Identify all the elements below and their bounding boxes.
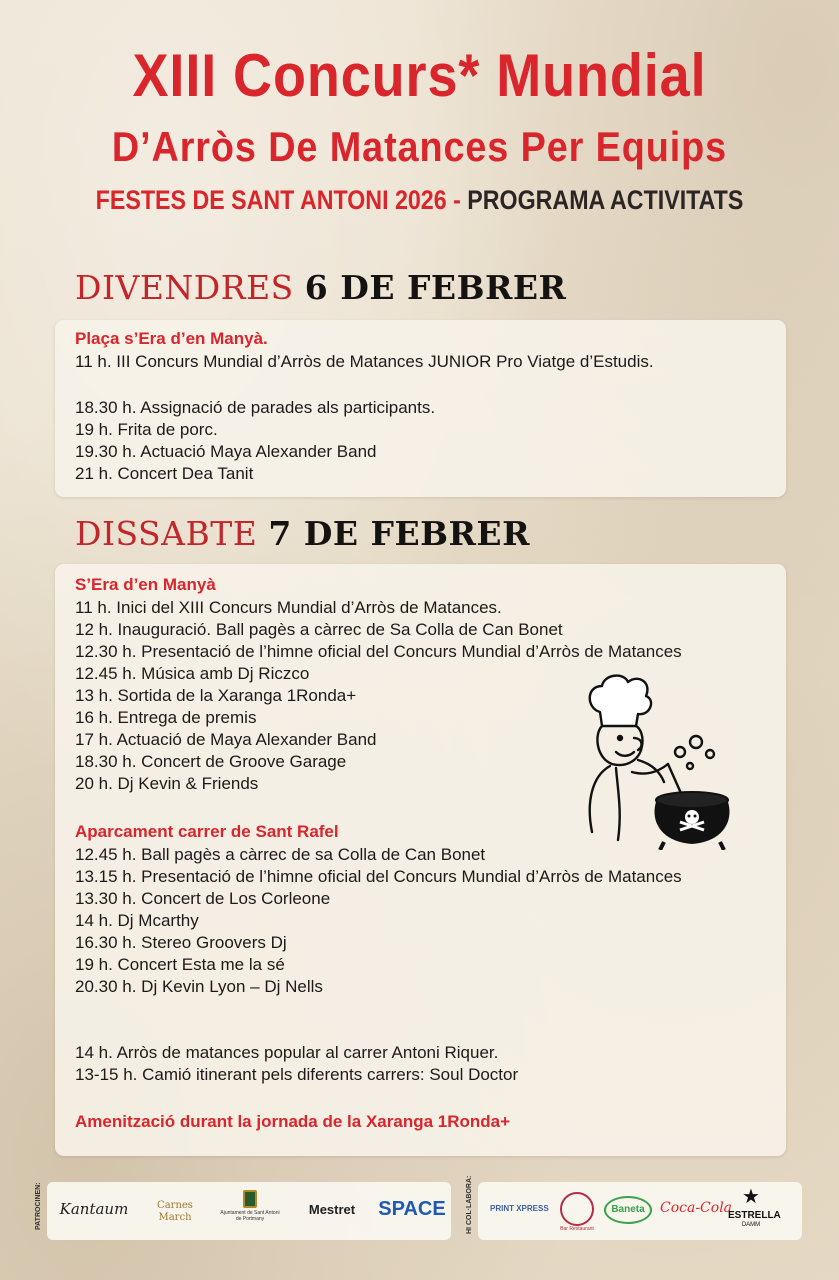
poster-subtitle bbox=[59, 184, 781, 216]
sponsors-box bbox=[35, 1182, 451, 1240]
day1-event: 19.30 h. Actuació Maya Alexander Band bbox=[75, 442, 377, 461]
collaborator-logo: ESTRELLA bbox=[728, 1210, 781, 1221]
day2-event: 16 h. Entrega de premis bbox=[75, 708, 257, 727]
day2-event: 12.45 h. Música amb Dj Riczco bbox=[75, 664, 310, 683]
day2-event: 18.30 h. Concert de Groove Garage bbox=[75, 752, 347, 771]
collaborator-logo: DAMM bbox=[741, 1222, 761, 1228]
day2-event: 20 h. Dj Kevin & Friends bbox=[75, 774, 259, 793]
collaborators-box bbox=[466, 1175, 802, 1240]
day1-heading bbox=[75, 270, 566, 306]
collaborator-logo: Bar Restaurant bbox=[560, 1226, 594, 1232]
collaborator-logo: Coca-Cola bbox=[660, 1200, 733, 1216]
sponsor-logo: Carnes March bbox=[157, 1200, 193, 1223]
collaborators-label: HI COL·LABORA: bbox=[466, 1175, 473, 1234]
day2-event: 13-15 h. Camió itinerant pels diferents carrers: Soul Doctor bbox=[75, 1065, 519, 1084]
restaurant-badge-icon bbox=[560, 1192, 594, 1226]
day1-event: 19 h. Frita de porc. bbox=[75, 420, 218, 439]
sponsor-logo: Mestret bbox=[308, 1202, 356, 1217]
poster-title-line2: D’Arròs De Matances Per Equips bbox=[111, 123, 728, 170]
day2-event: 12.30 h. Presentació de l’himne oficial del Concurs Mundial d’Arròs de Matances bbox=[75, 642, 682, 661]
day2-event: 16.30 h. Stereo Groovers Dj bbox=[75, 933, 287, 952]
day1-event: 21 h. Concert Dea Tanit bbox=[75, 464, 254, 483]
collaborator-logo: Baneta bbox=[604, 1196, 652, 1224]
day2-event: 17 h. Actuació de Maya Alexander Band bbox=[75, 730, 377, 749]
program-label: PROGRAMA ACTIVITATS bbox=[467, 185, 744, 215]
day2-event: 14 h. Arròs de matances popular al carrer Antoni Riquer. bbox=[75, 1043, 499, 1062]
star-icon: ★ bbox=[742, 1186, 760, 1208]
day2-event: 20.30 h. Dj Kevin Lyon – Dj Nells bbox=[75, 977, 323, 996]
day2-name: DISSABTE bbox=[75, 514, 258, 553]
day1-date: 6 DE FEBRER bbox=[304, 268, 567, 307]
sponsors-label: PATROCINEN: bbox=[35, 1182, 42, 1230]
day2-event: 14 h. Dj Mcarthy bbox=[75, 911, 199, 930]
municipal-crest-icon bbox=[243, 1190, 257, 1208]
day2-event: 19 h. Concert Esta me la sé bbox=[75, 955, 285, 974]
day2-event: 12 h. Inauguració. Ball pagès a càrrec de Sa Colla de Can Bonet bbox=[75, 620, 563, 639]
day2-event: 12.45 h. Ball pagès a càrrec de sa Colla de Can Bonet bbox=[75, 845, 486, 864]
day2-event: 13 h. Sortida de la Xaranga 1Ronda+ bbox=[75, 686, 357, 705]
day2-closing-note: Amenització durant la jornada de la Xaranga 1Ronda+ bbox=[75, 1112, 511, 1131]
collaborator-logo: PRINT XPRESS bbox=[490, 1204, 549, 1213]
day1-venue: Plaça s’Era d’en Manyà. bbox=[75, 329, 268, 348]
chef-cauldron-illustration bbox=[572, 672, 732, 850]
poster-title-line1: XIII Concurs* Mundial bbox=[132, 42, 707, 109]
day2-event: 13.15 h. Presentació de l’himne oficial del Concurs Mundial d’Arròs de Matances bbox=[75, 867, 682, 886]
day1-name: DIVENDRES bbox=[75, 268, 294, 307]
day2-date: 7 DE FEBRER bbox=[268, 514, 530, 553]
festival-name: FESTES DE SANT ANTONI 2026 - bbox=[95, 185, 461, 215]
sponsor-logo: Ajuntament de Sant Antoni de Portmany bbox=[220, 1210, 280, 1222]
day2-venue1: S’Era d’en Manyà bbox=[75, 575, 216, 594]
day1-event: 11 h. III Concurs Mundial d’Arròs de Matances JUNIOR Pro Viatge d’Estudis. bbox=[75, 352, 654, 371]
sponsor-logo: Kantaum bbox=[59, 1200, 129, 1218]
sponsor-logo: SPACE bbox=[378, 1198, 446, 1220]
day1-event: 18.30 h. Assignació de parades als participants. bbox=[75, 398, 436, 417]
day2-heading bbox=[75, 516, 530, 552]
day2-venue2: Aparcament carrer de Sant Rafel bbox=[75, 822, 339, 841]
day2-event: 13.30 h. Concert de Los Corleone bbox=[75, 889, 331, 908]
day2-event: 11 h. Inici del XIII Concurs Mundial d’Arròs de Matances. bbox=[75, 598, 502, 617]
